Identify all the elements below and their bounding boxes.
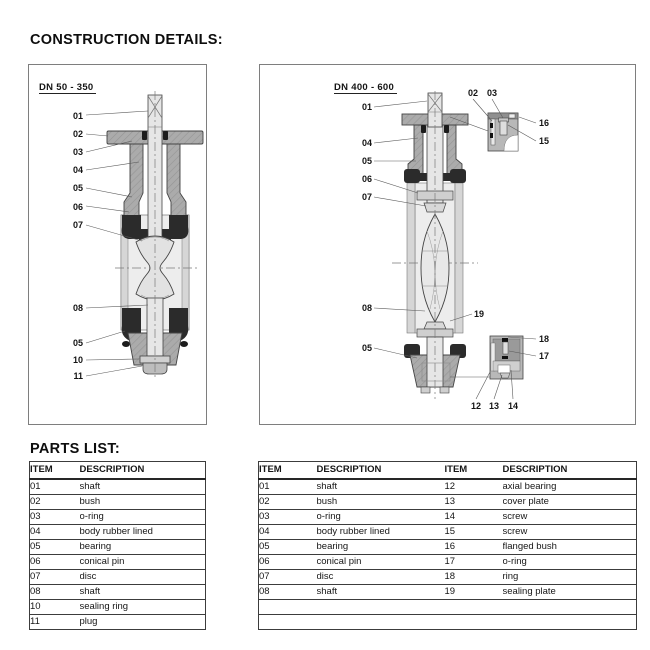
- callout-02: 02: [72, 129, 83, 139]
- desc-cell: disc: [80, 570, 206, 585]
- item-header: ITEM: [259, 462, 317, 480]
- item-cell: 07: [259, 570, 317, 585]
- table-row: [259, 555, 637, 570]
- table-row: [30, 600, 206, 615]
- callout-19: 19: [474, 309, 485, 319]
- callout-01: 01: [361, 102, 372, 112]
- parts-table-left: [29, 461, 206, 630]
- table-row: [259, 525, 637, 540]
- item-cell-2: 18: [445, 570, 503, 585]
- desc-cell: bush: [80, 495, 206, 510]
- item-cell-2: 16: [445, 540, 503, 555]
- callout-08: 08: [72, 303, 83, 313]
- upper-shaft: [148, 95, 162, 243]
- item-cell-2: 13: [445, 495, 503, 510]
- desc-cell: bearing: [80, 540, 206, 555]
- desc-cell: sealing ring: [80, 600, 206, 615]
- table-row-empty: [259, 600, 637, 615]
- callout-08: 08: [361, 303, 372, 313]
- desc-cell: shaft: [80, 585, 206, 600]
- callout-12: 12: [470, 401, 482, 411]
- item-cell: 08: [259, 585, 317, 600]
- callout-03: 03: [486, 88, 498, 98]
- callout-18: 18: [539, 334, 550, 344]
- item-cell: 02: [259, 495, 317, 510]
- item-header-2: ITEM: [445, 462, 503, 480]
- item-cell: 01: [30, 479, 80, 495]
- desc-cell-2: screw: [503, 525, 637, 540]
- callout-13: 13: [488, 401, 500, 411]
- desc-cell-2: ring: [503, 570, 637, 585]
- desc-cell: conical pin: [317, 555, 445, 570]
- item-cell-2: 17: [445, 555, 503, 570]
- parts-list-heading: PARTS LIST:: [30, 441, 121, 457]
- desc-cell: disc: [317, 570, 445, 585]
- description-header: DESCRIPTION: [317, 462, 445, 480]
- desc-cell: plug: [80, 615, 206, 630]
- table-row-empty: [259, 615, 637, 630]
- callout-16: 16: [539, 118, 550, 128]
- item-cell: 05: [259, 540, 317, 555]
- callout-04: 04: [72, 165, 83, 175]
- table-row: [30, 510, 206, 525]
- table-row: [259, 479, 637, 495]
- diagram-box-dn50-350: [28, 64, 207, 425]
- desc-cell-2: flanged bush: [503, 540, 637, 555]
- callout-05: 05: [361, 156, 372, 166]
- table-row: [30, 570, 206, 585]
- item-cell: 02: [30, 495, 80, 510]
- item-cell: 04: [30, 525, 80, 540]
- table-row: [30, 585, 206, 600]
- foot-left: [421, 387, 430, 393]
- table-row: [30, 495, 206, 510]
- desc-cell-2: axial bearing: [503, 479, 637, 495]
- table-row: [30, 540, 206, 555]
- desc-cell-2: cover plate: [503, 495, 637, 510]
- table-header-row: [30, 462, 206, 480]
- desc-cell: o-ring: [80, 510, 206, 525]
- construction-details-heading: CONSTRUCTION DETAILS:: [30, 32, 223, 48]
- callout-05: 05: [72, 183, 83, 193]
- item-cell: 06: [30, 555, 80, 570]
- table-row: [30, 479, 206, 495]
- desc-cell-2: screw: [503, 510, 637, 525]
- callout-06: 06: [361, 174, 372, 184]
- desc-cell-2: sealing plate: [503, 585, 637, 600]
- desc-cell-2: o-ring: [503, 555, 637, 570]
- callout-11: 11: [73, 371, 83, 381]
- callout-04: 04: [361, 138, 372, 148]
- table-row: [259, 540, 637, 555]
- callout-14: 14: [507, 401, 519, 411]
- parts-table-right: [258, 461, 637, 630]
- table-row: [259, 570, 637, 585]
- valve-drawing-dn50-350: [29, 65, 206, 424]
- item-cell: 11: [30, 615, 80, 630]
- desc-cell: o-ring: [317, 510, 445, 525]
- description-header: DESCRIPTION: [80, 462, 206, 480]
- item-cell: 05: [30, 540, 80, 555]
- desc-cell: shaft: [80, 479, 206, 495]
- callout-02: 02: [467, 88, 479, 98]
- item-cell: 10: [30, 600, 80, 615]
- item-cell: 07: [30, 570, 80, 585]
- dn-range-label: DN 50 - 350: [39, 82, 94, 93]
- callout-07: 07: [72, 220, 83, 230]
- callout-labels: [73, 111, 83, 381]
- callout-06: 06: [72, 202, 83, 212]
- table-row: [30, 555, 206, 570]
- item-cell: 03: [30, 510, 80, 525]
- callout-07: 07: [361, 192, 372, 202]
- callout-17: 17: [539, 351, 550, 361]
- table-row: [259, 510, 637, 525]
- item-cell-2: 14: [445, 510, 503, 525]
- callout-10: 10: [72, 355, 83, 365]
- callout-05b: 05: [72, 338, 83, 348]
- item-cell-2: 19: [445, 585, 503, 600]
- desc-cell: body rubber lined: [80, 525, 206, 540]
- item-cell: 03: [259, 510, 317, 525]
- table-row: [30, 615, 206, 630]
- callout-05b: 05: [361, 343, 372, 353]
- item-cell: 08: [30, 585, 80, 600]
- table-row: [259, 585, 637, 600]
- item-cell-2: 12: [445, 479, 503, 495]
- table-header-row: [259, 462, 637, 480]
- dn-range-label: DN 400 - 600: [334, 82, 395, 93]
- foot-right: [440, 387, 449, 393]
- empty-cell: [259, 600, 637, 615]
- item-header: ITEM: [30, 462, 80, 480]
- desc-cell: body rubber lined: [317, 525, 445, 540]
- item-cell: 04: [259, 525, 317, 540]
- bottom-detail-inset: [471, 334, 549, 411]
- item-cell: 01: [259, 479, 317, 495]
- empty-cell: [259, 615, 637, 630]
- diagram-box-dn400-600: [259, 64, 636, 425]
- desc-cell: bush: [317, 495, 445, 510]
- lower-shaft: [427, 337, 443, 387]
- desc-cell: shaft: [317, 479, 445, 495]
- desc-cell: bearing: [317, 540, 445, 555]
- desc-cell: shaft: [317, 585, 445, 600]
- callout-15: 15: [539, 136, 550, 146]
- table-row: [30, 525, 206, 540]
- callout-01: 01: [72, 111, 83, 121]
- description-header-2: DESCRIPTION: [503, 462, 637, 480]
- item-cell: 06: [259, 555, 317, 570]
- valve-drawing-dn400-600: [260, 65, 635, 424]
- item-cell-2: 15: [445, 525, 503, 540]
- desc-cell: conical pin: [80, 555, 206, 570]
- table-row: [259, 495, 637, 510]
- callout-03: 03: [72, 147, 83, 157]
